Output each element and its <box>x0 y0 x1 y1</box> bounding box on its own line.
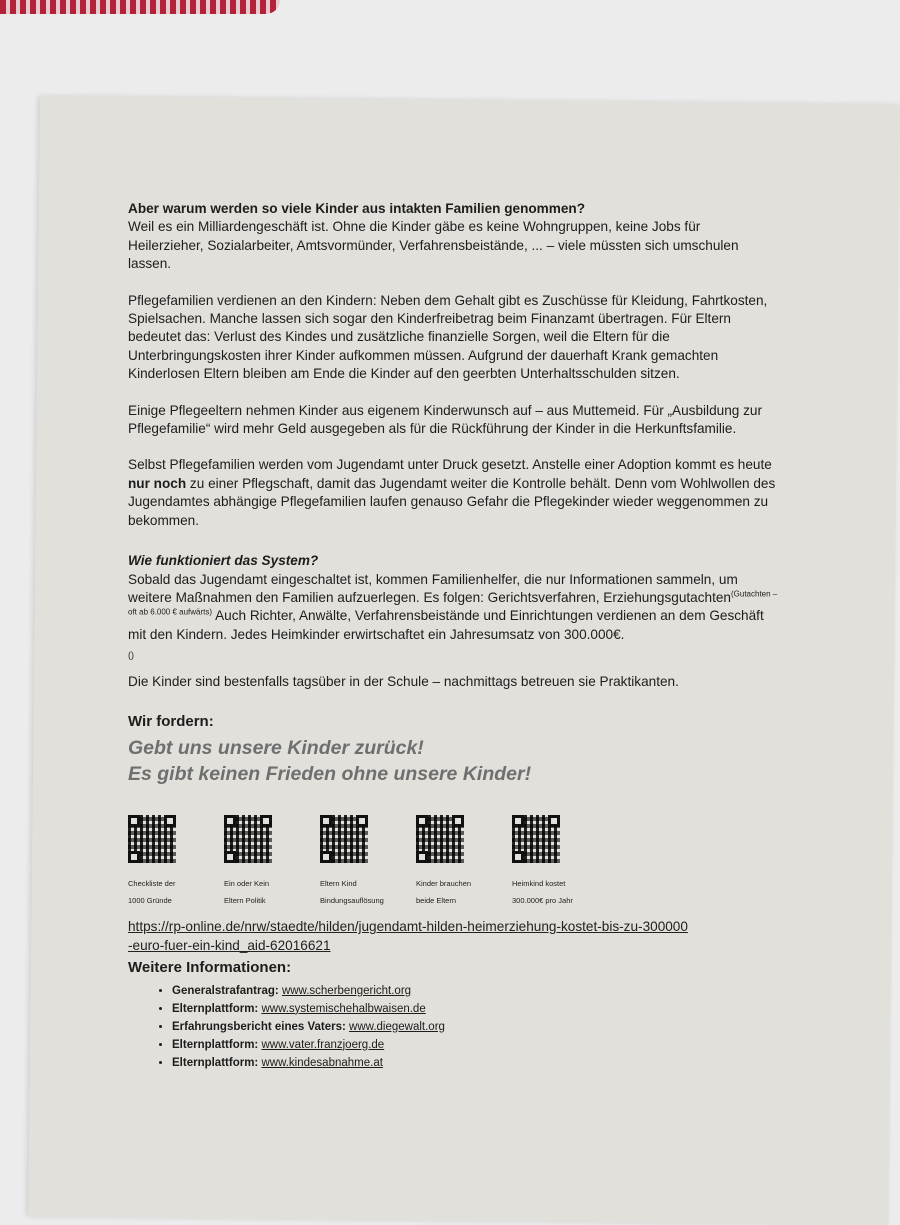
paragraph-foster-wish: Einige Pflegeeltern nehmen Kinder aus eigenem Kinderwunsch auf – aus Muttemeid. Für „Ausbildung zur Pflegefamilie“ wird mehr Geld ausgegeben als für die Rückführung der Kinder in die Herkunftsfamilie. <box>128 402 762 437</box>
link[interactable]: www.vater.franzjoerg.de <box>261 1038 385 1051</box>
qr-caption: Heimkind kostet 300.000€ pro Jahr <box>512 879 573 906</box>
section-system <box>128 552 778 691</box>
qr-item-bonding[interactable] <box>320 815 406 909</box>
list-item: • Erfahrungsbericht eines Vaters: www.diegewalt.org <box>172 1018 778 1036</box>
checkered-cloth-corner <box>0 0 280 14</box>
list-item: • Elternplattform: www.kindesabnahme.at <box>172 1054 778 1072</box>
list-item: • Generalstrafantrag: www.scherbengericht.org <box>172 982 778 1000</box>
more-info-list <box>128 982 778 1072</box>
qr-code-icon[interactable] <box>128 815 176 863</box>
flyer-content <box>128 200 778 1072</box>
link[interactable]: www.kindesabnahme.at <box>261 1056 383 1069</box>
section-why-heading: Aber warum werden so viele Kinder aus intakten Familien genommen? <box>128 201 586 216</box>
link[interactable]: www.systemischehalbwaisen.de <box>261 1002 426 1015</box>
section-system-heading: Wie funktioniert das System? <box>128 553 319 569</box>
section-why-body: Weil es ein Milliardengeschäft ist. Ohne die Kinder gäbe es keine Wohngruppen, keine Jobs für Heilerzieher, Sozialarbeiter, Amtsvormünder, Verfahrensbeistände, ... – viele müssten sich umschulen lassen. <box>128 219 739 272</box>
paragraph-pressure-bold: nur noch <box>128 475 187 491</box>
section-system-last-line: Die Kinder sind bestenfalls tagsüber in der Schule – nachmittags betreuen sie Praktikanten. <box>128 673 679 689</box>
link[interactable]: www.diegewalt.org <box>349 1020 445 1033</box>
qr-item-politics[interactable] <box>224 815 310 909</box>
paragraph-pressure-start: Selbst Pflegefamilien werden vom Jugendamt unter Druck gesetzt. Anstelle einer Adoption kommt es heute <box>128 457 772 473</box>
link[interactable]: www.scherbengericht.org <box>281 984 412 997</box>
small-note: () <box>128 650 134 661</box>
demands-title: Wir fordern: <box>128 712 214 730</box>
list-item: • Elternplattform: www.vater.franzjoerg.de <box>172 1036 778 1054</box>
qr-caption: Ein oder Kein Eltern Politik <box>224 879 270 906</box>
qr-caption: Kinder brauchen beide Eltern <box>416 879 472 906</box>
article-link[interactable]: https://rp-online.de/nrw/staedte/hilden/jugendamt-hilden-heimerziehung-kostet-bis-zu-300000-euro-fuer-ein-kind_aid-62016621 <box>128 919 688 954</box>
qr-code-icon[interactable] <box>320 815 368 863</box>
qr-item-both-parents[interactable] <box>416 815 502 909</box>
section-system-body-end: Auch Richter, Anwälte, Verfahrensbeistände und Einrichtungen verdienen an dem Geschäft mit den Kindern. Jedes Heimkinder erwirtschaftet ein Jahresumsatz von 300.000€. <box>128 608 764 642</box>
more-info-title: Weitere Informationen: <box>128 959 292 977</box>
qr-item-checklist[interactable] <box>128 815 214 909</box>
qr-code-icon[interactable] <box>224 815 272 863</box>
qr-item-cost[interactable] <box>512 815 598 909</box>
paragraph-pressure-end: zu einer Pflegschaft, damit das Jugendamt weiter die Kontrolle behält. Denn vom Wohlwollen des Jugendamtes abhängige Pflegefamilien laufen genauso Gefahr die Pflegekinder wieder weggenommen zu bekommen. <box>128 475 776 528</box>
slogan-1: Gebt uns unsere Kinder zurück! <box>128 737 424 760</box>
qr-code-icon[interactable] <box>512 815 560 863</box>
gutachten-superscript: (Gutachten – oft ab 6.000 € aufwärts) <box>128 589 778 617</box>
section-why <box>128 200 778 274</box>
paragraph-foster-income: Pflegefamilien verdienen an den Kindern: Neben dem Gehalt gibt es Zuschüsse für Kleidung, Fahrtkosten, Spielsachen. Manche lassen sich sogar den Kinderfreibetrag beim Finanzamt übertragen. Für Eltern bedeutet das: Verlust des Kindes und zusätzliche finanzielle Sorgen, weil die Eltern für die Unterbringungskosten ihrer Kinder aufkommen müssen. Aufgrund der dauerhaft Krank gemachten Kinderlosen Eltern bleiben am Ende die Kinder auf den geerbten Unterhaltsschulden sitzen. <box>128 292 768 382</box>
qr-code-row <box>128 815 598 909</box>
list-item: • Elternplattform: www.systemischehalbwaisen.de <box>172 1000 778 1018</box>
section-system-body-start: Sobald das Jugendamt eingeschaltet ist, kommen Familienhelfer, die nur Informationen sammeln, um weitere Maßnahmen den Familien aufzuerlegen. Es folgen: Gerichtsverfahren, Erziehungsgutachten <box>128 571 738 605</box>
paragraph-pressure <box>128 456 778 530</box>
qr-caption: Eltern Kind Bindungsauflösung <box>320 879 384 906</box>
slogan-2: Es gibt keinen Frieden ohne unsere Kinder! <box>128 763 532 786</box>
qr-code-icon[interactable] <box>416 815 464 863</box>
qr-caption: Checkliste der 1000 Gründe <box>128 879 176 906</box>
